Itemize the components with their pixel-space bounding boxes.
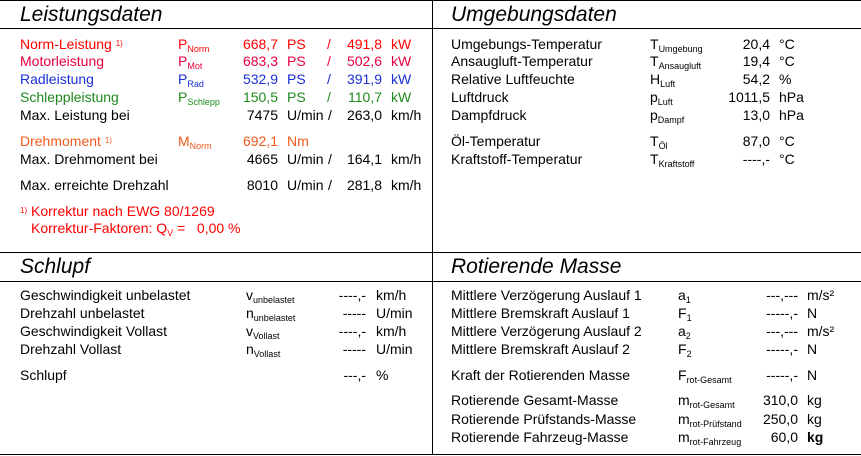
fahrzeug-masse-label: Rotierende Fahrzeug-Masse xyxy=(451,429,629,445)
gesamt-masse-value: 310,0 xyxy=(762,392,798,408)
drehzahl-vollast-unit: U/min xyxy=(376,341,413,357)
schlupf-unit: % xyxy=(376,367,389,383)
gesamt-masse-unit: kg xyxy=(807,392,822,408)
schleppleistung-ps-value: 150,5 xyxy=(242,89,278,105)
schleppleistung-label: Schleppleistung xyxy=(20,89,119,105)
kraftstoff-temp-label: Kraftstoff-Temperatur xyxy=(451,151,583,167)
verzoegerung-auslauf-1-label: Mittlere Verzögerung Auslauf 1 xyxy=(451,287,642,303)
motorleistung-kw-value: 502,6 xyxy=(346,53,382,69)
max-drehmoment-rpm-value: 4665 xyxy=(246,151,278,167)
max-drehzahl-rpm-value: 8010 xyxy=(246,177,278,193)
motorleistung-kw-unit: kW xyxy=(391,53,412,69)
pruefstands-masse-unit: kg xyxy=(807,411,822,427)
verzoegerung-auslauf-2-symbol: $a_2$ xyxy=(678,323,691,341)
dampfdruck-unit: hPa xyxy=(779,107,804,123)
norm-leistung-separator: / xyxy=(327,36,331,52)
umgebung-temp-value: 20,4 xyxy=(742,36,770,52)
luftfeuchte-value: 54,2 xyxy=(742,71,770,87)
radleistung-label: Radleistung xyxy=(20,71,94,87)
geschwindigkeit-vollast-unit: km/h xyxy=(376,323,407,339)
drehmoment-symbol: $M_{Norm}$ xyxy=(178,133,212,151)
bremskraft-auslauf-1-symbol: $F_1$ xyxy=(678,305,692,323)
ansaugluft-temp-value: 19,4 xyxy=(742,53,770,69)
verzoegerung-auslauf-2-unit: m/s² xyxy=(807,323,835,339)
max-drehmoment-label: Max. Drehmoment bei xyxy=(20,151,158,167)
luftfeuchte-unit: % xyxy=(779,71,792,87)
radleistung-kw-unit: kW xyxy=(391,71,412,87)
drehzahl-unbelastet-label: Drehzahl unbelastet xyxy=(20,305,145,321)
luftfeuchte-label: Relative Luftfeuchte xyxy=(451,71,575,87)
verzoegerung-auslauf-2-label: Mittlere Verzögerung Auslauf 2 xyxy=(451,323,642,339)
bremskraft-auslauf-1-value: -----,- xyxy=(766,305,798,321)
motorleistung-separator: / xyxy=(327,53,331,69)
geschwindigkeit-unbelastet-value: ----,- xyxy=(338,287,366,303)
max-drehmoment-speed-unit: km/h xyxy=(391,151,422,167)
kraftstoff-temp-unit: °C xyxy=(779,151,795,167)
section-title-rotierende-masse: Rotierende Masse xyxy=(451,255,622,278)
luftdruck-value: 1011,5 xyxy=(728,89,770,105)
drehzahl-vollast-symbol: $n_{Vollast}$ xyxy=(246,341,281,359)
max-drehzahl-label: Max. erreichte Drehzahl xyxy=(20,177,169,193)
header-rule-top xyxy=(0,28,861,29)
verzoegerung-auslauf-1-symbol: $a_1$ xyxy=(678,287,691,305)
dampfdruck-label: Dampfdruck xyxy=(451,107,527,123)
kraft-rotierende-masse-label: Kraft der Rotierenden Masse xyxy=(451,367,630,383)
verzoegerung-auslauf-1-unit: m/s² xyxy=(807,287,835,303)
verzoegerung-auslauf-2-value: ---,--- xyxy=(766,323,798,339)
bremskraft-auslauf-1-label: Mittlere Bremskraft Auslauf 1 xyxy=(451,305,630,321)
max-leistung-speed-value: 263,0 xyxy=(346,107,382,123)
section-rule-middle-bottom xyxy=(0,281,861,282)
motorleistung-ps-unit: PS xyxy=(287,53,306,69)
max-leistung-separator: / xyxy=(328,107,332,123)
max-drehzahl-speed-value: 281,8 xyxy=(346,177,382,193)
kraftstoff-temp-symbol: $T_{Kraftstoff}$ xyxy=(650,151,695,169)
norm-leistung-ps-unit: PS xyxy=(287,36,306,52)
norm-leistung-label: Norm-Leistung $^{1)}$ xyxy=(20,36,123,52)
kraft-rotierende-masse-value: -----,- xyxy=(766,367,798,383)
oel-temp-label: Öl-Temperatur xyxy=(451,133,541,149)
schlupf-label: Schlupf xyxy=(20,367,67,383)
pruefstands-masse-value: 250,0 xyxy=(762,411,798,427)
radleistung-ps-unit: PS xyxy=(287,71,306,87)
luftdruck-symbol: $p_{Luft}$ xyxy=(650,89,673,107)
max-leistung-label: Max. Leistung bei xyxy=(20,107,130,123)
max-leistung-speed-unit: km/h xyxy=(391,107,422,123)
kraft-rotierende-masse-unit: N xyxy=(807,367,818,383)
drehzahl-vollast-value: ----- xyxy=(342,341,366,357)
schleppleistung-kw-value: 110,7 xyxy=(348,89,382,105)
bremskraft-auslauf-2-label: Mittlere Bremskraft Auslauf 2 xyxy=(451,341,630,357)
umgebung-temp-symbol: $T_{Umgebung}$ xyxy=(650,36,703,54)
schleppleistung-ps-unit: PS xyxy=(287,89,306,105)
radleistung-symbol: $P_{Rad}$ xyxy=(178,71,204,89)
geschwindigkeit-vollast-symbol: $v_{Vollast}$ xyxy=(246,323,280,341)
motorleistung-label: Motorleistung xyxy=(20,53,105,69)
luftdruck-label: Luftdruck xyxy=(451,89,509,105)
bremskraft-auslauf-2-value: -----,- xyxy=(766,341,798,357)
radleistung-kw-value: 391,9 xyxy=(346,71,382,87)
fahrzeug-masse-unit: kg xyxy=(807,429,824,445)
drehmoment-label: Drehmoment $^{1)}$ xyxy=(20,133,112,149)
motorleistung-ps-value: 683,3 xyxy=(242,53,278,69)
max-drehmoment-separator: / xyxy=(328,151,332,167)
ansaugluft-temp-symbol: $T_{Ansaugluft}$ xyxy=(650,53,702,71)
verzoegerung-auslauf-1-value: ---,--- xyxy=(766,287,798,303)
norm-leistung-symbol: $P_{Norm}$ xyxy=(178,36,210,54)
fahrzeug-masse-symbol: $m_{rot-Fahrzeug}$ xyxy=(678,429,742,447)
max-drehmoment-speed-value: 164,1 xyxy=(346,151,382,167)
max-leistung-rpm-value: 7475 xyxy=(246,107,278,123)
column-divider xyxy=(432,0,433,455)
gesamt-masse-symbol: $m_{rot-Gesamt}$ xyxy=(678,392,735,410)
bremskraft-auslauf-1-unit: N xyxy=(807,305,818,321)
geschwindigkeit-unbelastet-label: Geschwindigkeit unbelastet xyxy=(20,287,191,303)
pruefstands-masse-symbol: $m_{rot-Prüfstand}$ xyxy=(678,411,742,429)
bremskraft-auslauf-2-unit: N xyxy=(807,341,818,357)
norm-leistung-kw-unit: kW xyxy=(391,36,412,52)
dampfdruck-symbol: $p_{Dampf}$ xyxy=(650,107,685,125)
drehzahl-unbelastet-unit: U/min xyxy=(376,305,413,321)
schleppleistung-kw-unit: kW xyxy=(391,89,412,105)
drehmoment-unit: Nm xyxy=(287,133,309,149)
section-title-schlupf: Schlupf xyxy=(20,255,91,278)
motorleistung-symbol: $P_{Mot}$ xyxy=(178,53,203,71)
norm-leistung-kw-value: 491,8 xyxy=(346,36,382,52)
schlupf-value: ---,- xyxy=(343,367,366,383)
ansaugluft-temp-unit: °C xyxy=(779,53,795,69)
max-drehmoment-rpm-unit: U/min xyxy=(287,151,324,167)
korrektur-faktoren: Korrektur-Faktoren: $Q_V$ = 0,00 % xyxy=(31,220,241,238)
bottom-border xyxy=(0,454,861,455)
section-title-umgebungsdaten: Umgebungsdaten xyxy=(451,3,617,26)
schleppleistung-separator: / xyxy=(327,89,331,105)
footnote-korrektur: $^{1)}$ Korrektur nach EWG 80/1269 xyxy=(20,203,215,219)
ansaugluft-temp-label: Ansaugluft-Temperatur xyxy=(451,53,593,69)
luftfeuchte-symbol: $H_{Luft}$ xyxy=(650,71,676,89)
radleistung-separator: / xyxy=(327,71,331,87)
umgebung-temp-label: Umgebungs-Temperatur xyxy=(451,36,602,52)
geschwindigkeit-vollast-value: ----,- xyxy=(338,323,366,339)
oel-temp-symbol: $T_{Öl}$ xyxy=(650,133,668,151)
drehzahl-unbelastet-value: ----- xyxy=(342,305,366,321)
section-rule-middle-top xyxy=(0,252,861,253)
luftdruck-unit: hPa xyxy=(779,89,804,105)
section-title-leistungsdaten: Leistungsdaten xyxy=(20,3,163,26)
drehzahl-unbelastet-symbol: $n_{unbelastet}$ xyxy=(246,305,296,323)
top-border xyxy=(0,0,861,1)
umgebung-temp-unit: °C xyxy=(779,36,795,52)
dampfdruck-value: 13,0 xyxy=(742,107,770,123)
max-drehzahl-speed-unit: km/h xyxy=(391,177,422,193)
bremskraft-auslauf-2-symbol: $F_2$ xyxy=(678,341,692,359)
drehmoment-value: 692,1 xyxy=(242,133,278,149)
drehzahl-vollast-label: Drehzahl Vollast xyxy=(20,341,122,357)
max-leistung-rpm-unit: U/min xyxy=(287,107,324,123)
kraftstoff-temp-value: ----,- xyxy=(742,151,770,167)
radleistung-ps-value: 532,9 xyxy=(242,71,278,87)
fahrzeug-masse-value: 60,0 xyxy=(770,429,798,445)
kraft-rotierende-masse-symbol: $F_{rot-Gesamt}$ xyxy=(678,367,732,385)
pruefstands-masse-label: Rotierende Prüfstands-Masse xyxy=(451,411,637,427)
oel-temp-value: 87,0 xyxy=(742,133,770,149)
geschwindigkeit-vollast-label: Geschwindigkeit Vollast xyxy=(20,323,168,339)
geschwindigkeit-unbelastet-unit: km/h xyxy=(376,287,407,303)
oel-temp-unit: °C xyxy=(779,133,795,149)
norm-leistung-ps-value: 668,7 xyxy=(242,36,278,52)
max-drehzahl-rpm-unit: U/min xyxy=(287,177,324,193)
geschwindigkeit-unbelastet-symbol: $v_{unbelastet}$ xyxy=(246,287,295,305)
max-drehzahl-separator: / xyxy=(328,177,332,193)
schleppleistung-symbol: $P_{Schlepp}$ xyxy=(178,89,220,107)
gesamt-masse-label: Rotierende Gesamt-Masse xyxy=(451,392,619,408)
